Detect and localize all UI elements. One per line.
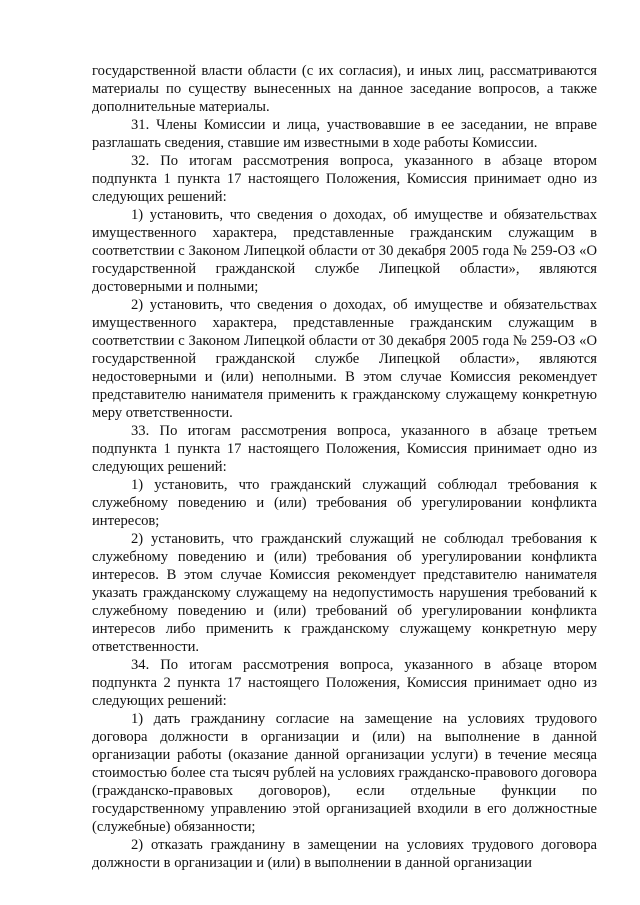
paragraph-item-33: 33. По итогам рассмотрения вопроса, указанного в абзаце третьем подпункта 1 пункта 17 настоящего Положения, Комиссия принимает одно из следующих решений: — [92, 423, 597, 475]
paragraph-continuation: государственной власти области (с их согласия), и иных лиц, рассматриваются материалы по существу вынесенных на данное заседание вопросов, а также дополнительные материалы. — [92, 63, 597, 115]
paragraph-item-32: 32. По итогам рассмотрения вопроса, указанного в абзаце втором подпункта 1 пункта 17 настоящего Положения, Комиссия принимает одно из следующих решений: — [92, 153, 597, 205]
paragraph-item-32-subitem-1: 1) установить, что сведения о доходах, об имуществе и обязательствах имущественного характера, представленные гражданским служащим в соответствии с Законом Липецкой области от 30 декабря 2005 года № 259-ОЗ «О государственной гражданской службе Липецкой области», являются достоверными и полными; — [92, 207, 597, 295]
paragraph-item-33-subitem-2: 2) установить, что гражданский служащий не соблюдал требования к служебному поведению и (или) требования об урегулировании конфликта интересов. В этом случае Комиссия рекомендует представителю нанимателя указать гражданскому служащему на недопустимость нарушения требований к служебному поведению и (или) требований об урегулировании конфликта интересов либо применить к гражданскому служащему конкретную меру ответственности. — [92, 531, 597, 655]
paragraph-item-31: 31. Члены Комиссии и лица, участвовавшие в ее заседании, не вправе разглашать сведения, ставшие им известными в ходе работы Комиссии. — [92, 117, 597, 151]
paragraph-item-33-subitem-1: 1) установить, что гражданский служащий соблюдал требования к служебному поведению и (или) требования об урегулировании конфликта интересов; — [92, 477, 597, 529]
paragraph-item-34: 34. По итогам рассмотрения вопроса, указанного в абзаце втором подпункта 2 пункта 17 настоящего Положения, Комиссия принимает одно из следующих решений: — [92, 657, 597, 709]
paragraph-item-34-subitem-1: 1) дать гражданину согласие на замещение на условиях трудового договора должности в организации и (или) на выполнение в данной организации работы (оказание данной организации услуги) в течение месяца стоимостью более ста тысяч рублей на условиях гражданско-правового договора (гражданско-правовых договоров), если отдельные функции по государственному управлению этой организацией входили в его должностные (служебные) обязанности; — [92, 711, 597, 835]
paragraph-item-32-subitem-2: 2) установить, что сведения о доходах, об имуществе и обязательствах имущественного характера, представленные гражданским служащим в соответствии с Законом Липецкой области от 30 декабря 2005 года № 259-ОЗ «О государственной гражданской службе Липецкой области», являются недостоверными и (или) неполными. В этом случае Комиссия рекомендует представителю нанимателя применить к гражданскому служащему конкретную меру ответственности. — [92, 297, 597, 421]
paragraph-item-34-subitem-2: 2) отказать гражданину в замещении на условиях трудового договора должности в организации и (или) в выполнении в данной организации — [92, 837, 597, 871]
document-page — [92, 62, 597, 872]
